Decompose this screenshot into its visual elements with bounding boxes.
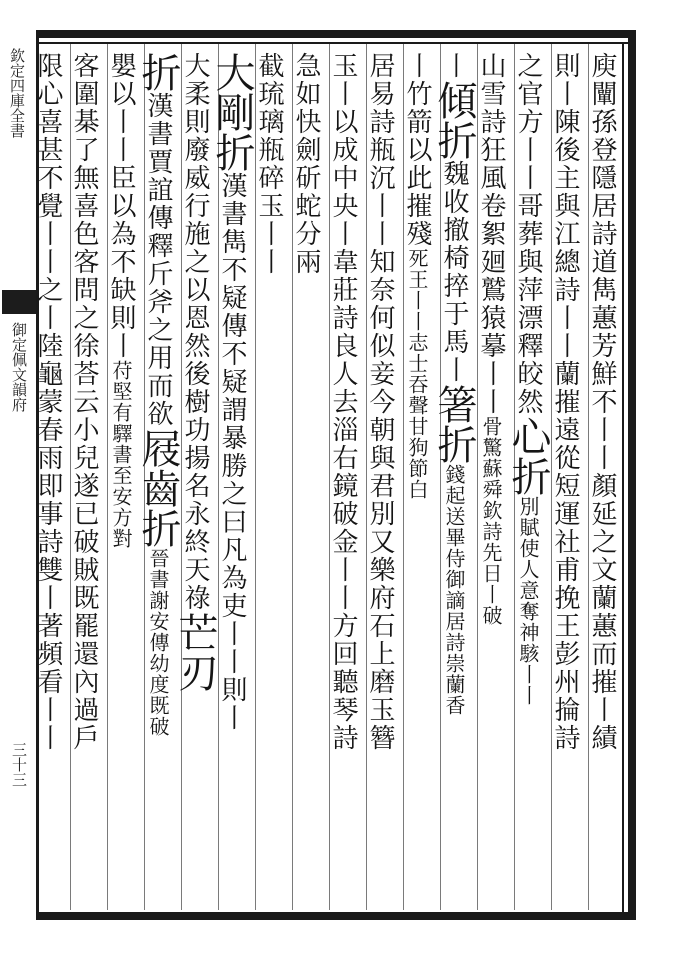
- body-text: 漢書賈誼傳釋斤斧之用而欲: [143, 92, 173, 428]
- margin-page-number: 三十三: [10, 742, 28, 787]
- annotation-text: 苻堅有驛書至安方對: [109, 360, 133, 549]
- body-text: 限心喜甚不覺丨丨之丨陸龜蒙春雨即事詩雙丨著頻看丨丨: [33, 52, 63, 752]
- text-column: [209, 52, 255, 902]
- body-text: 居易詩瓶沉丨丨知奈何似妾今朝與君別又樂府石上磨玉簪: [365, 52, 395, 752]
- headword-char: 折: [135, 508, 181, 548]
- annotation-text: 死王丨丨志士吞聲甘狗節白: [405, 248, 429, 500]
- body-text: 丨: [439, 52, 469, 80]
- bottom-border: [36, 912, 636, 920]
- headword-char: 心: [505, 416, 551, 456]
- body-text: 丨竹箭以此摧殘: [402, 52, 432, 248]
- text-column: [403, 52, 439, 902]
- text-column: [505, 52, 551, 902]
- text-column: [172, 52, 218, 902]
- headword-char: 刃: [172, 652, 218, 692]
- headword-char: 折: [209, 132, 255, 172]
- body-text: 嬰以丨丨臣以為不缺則丨: [106, 52, 136, 360]
- text-column: [431, 52, 477, 902]
- body-text: 魏收撤椅捽于馬丨: [439, 160, 469, 384]
- headword-char: 屐: [135, 428, 181, 468]
- annotation-text: 別賦使人意奪神駭丨丨: [516, 496, 540, 706]
- text-column: [135, 52, 181, 902]
- text-column: [255, 52, 291, 902]
- body-text: 則丨陳後主與江總詩丨丨蘭摧遠從短運社甫挽王彭州掄詩: [550, 52, 580, 752]
- body-text: 大柔則廢威行施之以恩然後樹功揚名永終天祿: [180, 52, 210, 612]
- headword-char: 芒: [172, 612, 218, 652]
- body-text: 山雪詩狂風卷絮廻鷲猿摹丨丨: [476, 52, 506, 416]
- headword-char: 箸: [431, 384, 477, 424]
- text-column: [70, 52, 106, 902]
- headword-char: 折: [135, 52, 181, 92]
- text-column: [588, 52, 624, 902]
- text-column: [551, 52, 587, 902]
- body-text: 截琉璃瓶碎玉丨丨: [254, 52, 284, 276]
- top-border: [36, 30, 636, 38]
- annotation-text: 錢起送畢侍御謫居詩崇蘭香: [442, 464, 466, 716]
- headword-char: 齒: [135, 468, 181, 508]
- text-column: [292, 52, 328, 902]
- margin-title-fragment: 欽定四庫全書: [8, 48, 26, 138]
- annotation-text: 骨驚蘇舜欽詩先日丨破: [479, 416, 503, 626]
- body-text: 客圍棊了無喜色客問之徐荅云小兒遂已破賊既罷還內過戶: [69, 52, 99, 752]
- right-border: [628, 30, 636, 920]
- text-column: [107, 52, 143, 902]
- body-text: 庾闡孫登隱居詩道雋蕙芳鮮不丨丨顏延之文蘭蕙而摧丨績: [587, 52, 617, 752]
- headword-char: 剛: [209, 92, 255, 132]
- headword-char: 折: [431, 120, 477, 160]
- body-text: 之官方丨丨哥葬與萍漂釋皎然: [513, 52, 543, 416]
- text-column: [477, 52, 513, 902]
- headword-char: 折: [505, 456, 551, 496]
- headword-char: 傾: [431, 80, 477, 120]
- headword-char: 大: [209, 52, 255, 92]
- headword-char: 折: [431, 424, 477, 464]
- text-column: [33, 52, 70, 902]
- body-text: 玉丨以成中央丨韋莊詩良人去淄右鏡破金丨丨方回聽琴詩: [328, 52, 358, 752]
- text-column: [366, 52, 402, 902]
- text-column: [329, 52, 365, 902]
- annotation-text: 晉書謝安傳幼度既破: [146, 548, 170, 737]
- top-inner-border: [36, 42, 636, 44]
- body-text: 急如快劍斫蛇分兩: [291, 52, 321, 276]
- margin-source-title: 御定佩文韻府: [10, 322, 28, 412]
- body-text: 漢書雋不疑傳不疑謂暴勝之曰凡為吏丨丨則丨: [217, 172, 247, 732]
